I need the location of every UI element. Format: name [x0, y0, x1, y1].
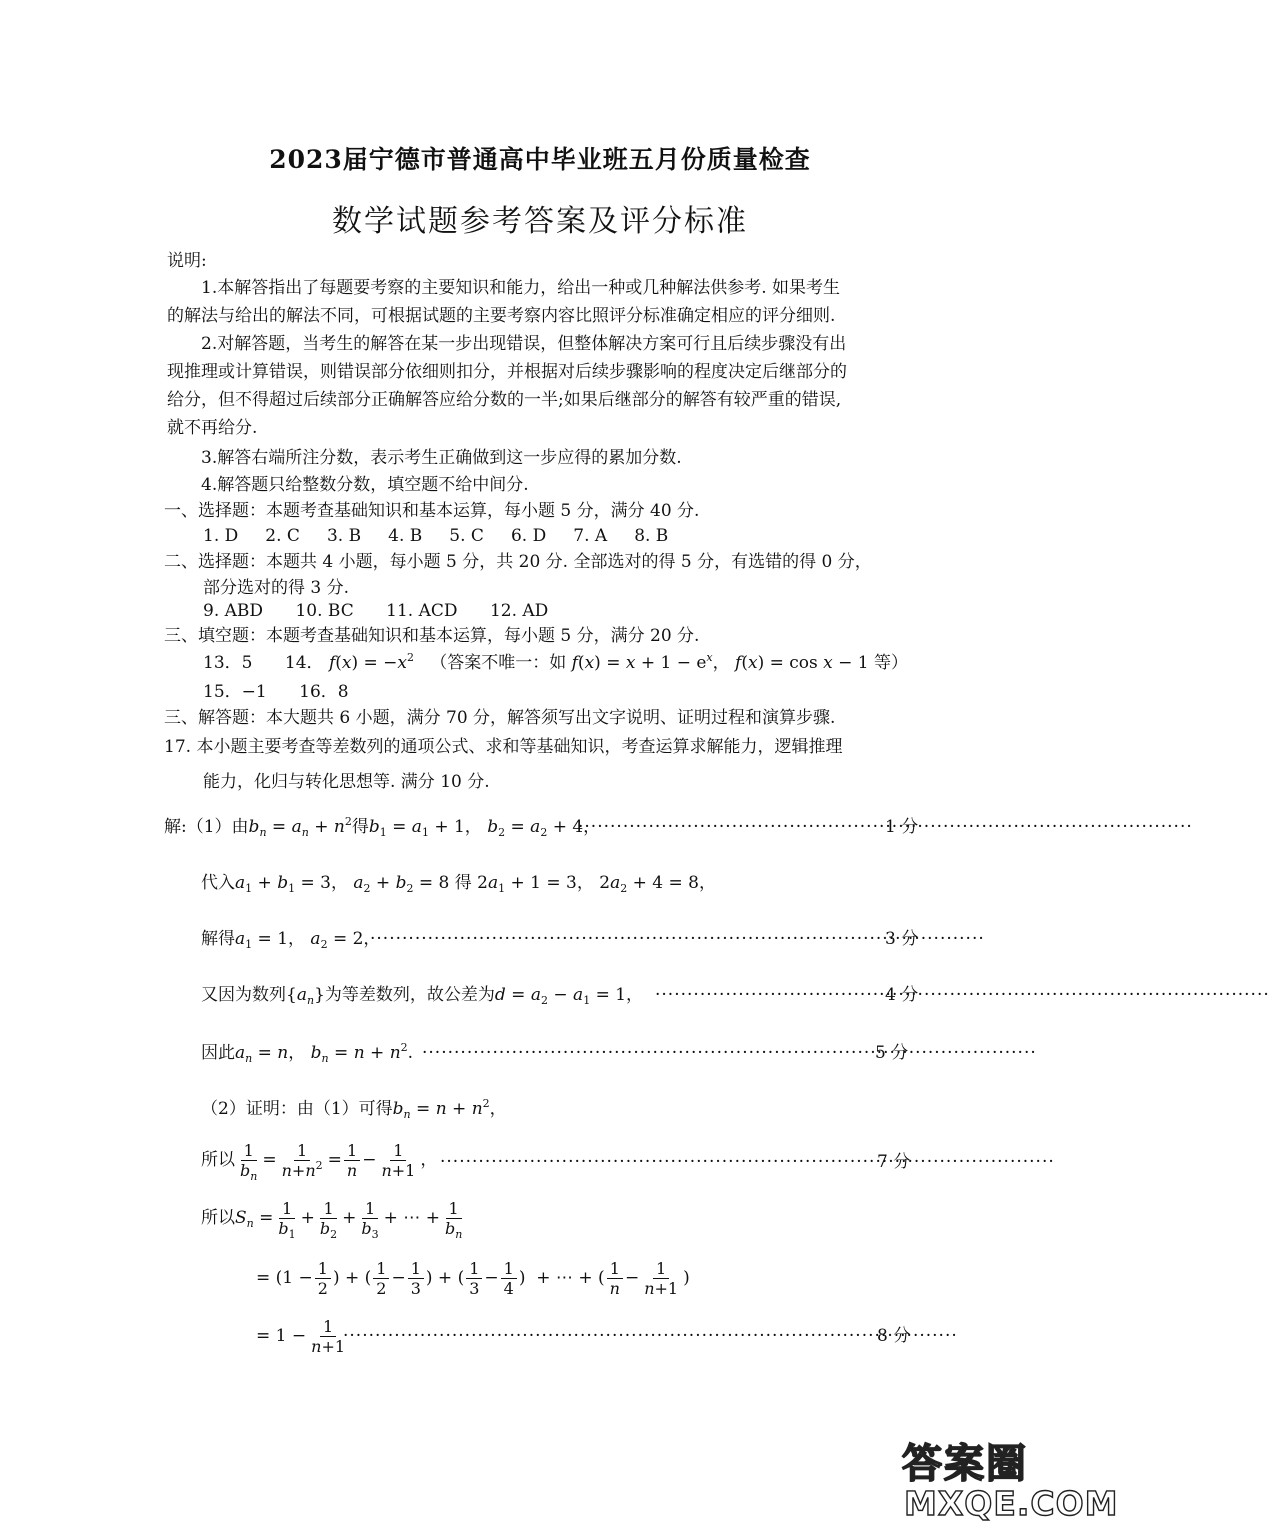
intro-paragraph-2d: 就不再给分. [167, 418, 258, 438]
answer-11: 11. ACD [386, 601, 458, 621]
answer-2: 2. C [265, 526, 300, 546]
section-4-heading: 三、解答题：本大题共 6 小题，满分 70 分，解答须写出文字说明、证明过程和演算步骤. [164, 708, 836, 728]
answer-14-label: 14． [284, 653, 324, 673]
solution-part-2: （2）证明：由（1）可得$b_n = n + n^2$， [201, 1097, 507, 1121]
solution-step-sum: 所以$S_n$ = $\frac{1}{b_1}$ + $\frac{1}{b_2}$ + $\frac{1}{b_3}$ + ⋯ + $\frac{1}{b_n}$ [201, 1199, 463, 1241]
solution-substitute: 代入 [201, 873, 235, 893]
intro-label: 说明: [167, 251, 207, 271]
question-17-desc-b: 能力，化归与转化思想等. 满分 10 分. [203, 772, 490, 792]
answer-14-formula: $f(x) = -x^2$ [328, 651, 414, 673]
intro-paragraph-1a: 1.本解答指出了每题要考察的主要知识和能力，给出一种或几种解法供参考. 如果考生 [201, 278, 841, 298]
intro-paragraph-3: 3.解答右端所注分数，表示考生正确做到这一步应得的累加分数. [201, 448, 682, 468]
leader-dots [422, 1042, 883, 1064]
score-4: 4 分 [885, 985, 919, 1005]
watermark-logo [898, 1432, 1119, 1524]
section-2-heading-a: 二、选择题：本题共 4 小题，每小题 5 分，共 20 分. 全部选对的得 5 分，有选错的得 0 分， [164, 552, 872, 572]
section-2-answers [203, 600, 548, 622]
solution-step-telescoping: = (1 − $\frac{1}{2}$ ) + ( $\frac{1}{2}$ − $\frac{1}{3}$ ) + ( $\frac{1}{3}$ − $\frac{1}{4}$ ) + ⋯ + ( $\frac{1}{n}$ − $\frac{1}{n+1}$ ) [256, 1259, 690, 1298]
answer-1: 1. D [203, 526, 239, 546]
intro-paragraph-2c: 给分，但不得超过后续部分正确解答应给分数的一半;如果后继部分的解答有较严重的错误, [167, 390, 842, 410]
fill-answers-13-14: 13．5 14． $f(x) = -x^2$ （答案不唯一：如 $f(x) = x + 1 - e^x$， f(x) = cos x − 1 等） [203, 651, 909, 673]
section-1-heading: 一、选择题：本题考查基础知识和基本运算，每小题 5 分，满分 40 分. [164, 501, 700, 521]
score-7: 7 分 [877, 1152, 911, 1172]
solution-part2-label: （2）证明：由（1）可得 [201, 1099, 393, 1119]
answer-4: 4. B [388, 526, 423, 546]
solution-step-7: 所以 $\frac{1}{b_n}$ = $\frac{1}{n+n^2}$ = $\frac{1}{n}$ − $\frac{1}{n+1}$ ， [201, 1141, 438, 1183]
intro-paragraph-1b: 的解法与给出的解法不同，可根据试题的主要考察内容比照评分标准确定相应的评分细则. [167, 306, 836, 326]
section-3-heading: 三、填空题：本题考查基础知识和基本运算，每小题 5 分，满分 20 分. [164, 626, 700, 646]
section-2-heading-b: 部分选对的得 3 分. [203, 578, 350, 598]
solution-solve: 解得 [201, 929, 235, 949]
answer-14-alt-1: $f(x) = x + 1 - e^x$ [571, 651, 713, 673]
answer-14-alt-2: f(x) = cos x − 1 [735, 653, 869, 673]
leader-dots [440, 1151, 875, 1173]
solution-step-1: 解:（1）由$b_n = a_n + n^2$得$b_1 = a_1 + 1$， $b_2 = a_2 + 4$， [164, 815, 601, 839]
answer-8: 8. B [634, 526, 669, 546]
solution-since2: 为等差数列，故公差为 [324, 985, 495, 1005]
solution-step-5: 因此$a_n = n$， $b_n = n + n^2$. [201, 1041, 414, 1065]
answer-5: 5. C [449, 526, 484, 546]
answer-6: 6. D [510, 526, 547, 546]
watermark-bottom-text: MXQE.COM [904, 1484, 1119, 1523]
solution-since: 又因为数列 [201, 985, 286, 1005]
watermark-top-text: 答案圈 [902, 1441, 1028, 1487]
page-title: 2023届宁德市普通高中毕业班五月份质量检查 [269, 145, 811, 174]
answer-14-note-open: （答案不唯一：如 [430, 653, 567, 673]
score-3: 3 分 [885, 929, 919, 949]
solution-so2: 所以 [201, 1208, 235, 1228]
solution-step-4: 又因为数列$\{a_n\}$为等差数列，故公差为$d = a_2 - a_1 = 1$， [201, 985, 644, 1007]
intro-paragraph-2a: 2.对解答题，当考生的解答在某一步出现错误，但整体解决方案可行且后续步骤没有出 [201, 334, 847, 354]
solution-hence: 因此 [201, 1043, 235, 1063]
answer-3: 3. B [326, 526, 362, 546]
solution-prefix: 解:（1）由 [164, 817, 249, 837]
solution-de: 得 [351, 817, 369, 837]
score-5: 5 分 [875, 1043, 909, 1063]
answer-13: 13．5 [203, 653, 253, 673]
answer-14-note-close: 等） [874, 653, 909, 673]
score-8: 8 分 [877, 1326, 911, 1346]
question-17-desc-a: 17. 本小题主要考查等差数列的通项公式、求和等基础知识，考查运算求解能力，逻辑推理 [164, 737, 843, 757]
solution-step-3: 解得$a_1 = 1$， $a_2 = 2$， [201, 929, 381, 951]
leader-dots [655, 984, 883, 1006]
solution-step-result: = 1 − $\frac{1}{n+1}$ [256, 1317, 346, 1356]
answer-12: 12. AD [489, 601, 549, 621]
leader-dots [370, 928, 883, 950]
solution-step-2: 代入$a_1 + b_1 = 3$， $a_2 + b_2 = 8$ 得 $2a_1 + 1 = 3$， $2a_2 + 4 = 8$， [201, 873, 716, 895]
intro-paragraph-2b: 现推理或计算错误，则错误部分依细则扣分，并根据对后续步骤影响的程度决定后继部分的 [167, 362, 847, 382]
answer-10: 10. BC [295, 601, 354, 621]
leader-dots [343, 1325, 875, 1347]
intro-paragraph-4: 4.解答题只给整数分数，填空题不给中间分. [201, 475, 529, 495]
leader-dots [578, 816, 883, 838]
fill-answers-15-16 [203, 681, 349, 703]
section-1-answers [203, 525, 668, 547]
answer-16: 16．8 [299, 682, 349, 702]
answer-7: 7. A [573, 526, 608, 546]
answer-15: 15．−1 [203, 682, 267, 702]
solution-so: 所以 [201, 1150, 235, 1170]
answer-9: 9. ABD [203, 601, 264, 621]
score-1: 1 分 [885, 817, 919, 837]
page-subtitle: 数学试题参考答案及评分标准 [332, 204, 748, 239]
